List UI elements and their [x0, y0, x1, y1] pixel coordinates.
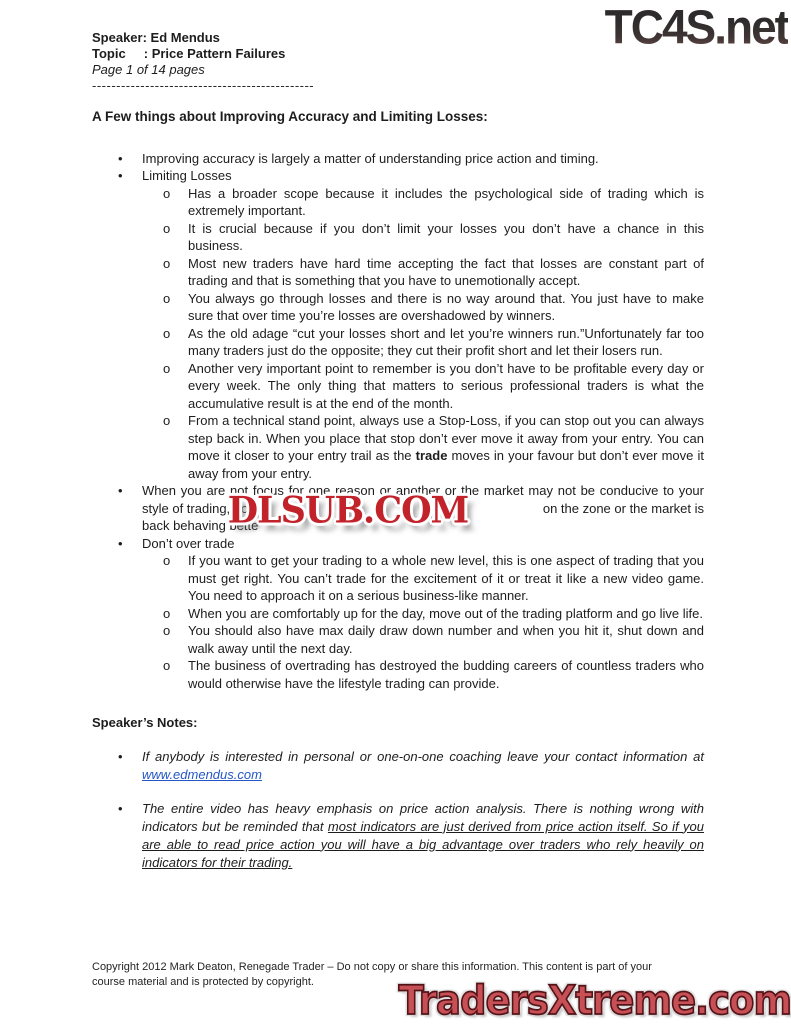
- text-segment: style of trading, don: [142, 500, 256, 516]
- list-item: [92, 325, 704, 360]
- text-segment: moves in your favour but don’t ever move it away from your entry.: [188, 448, 704, 481]
- circle-bullet-icon: o: [163, 360, 171, 376]
- circle-bullet-icon: o: [163, 553, 171, 568]
- list-item: [92, 535, 704, 553]
- circle-bullet-icon: o: [163, 325, 171, 341]
- dlsub-watermark: DLSUB.COM: [227, 488, 469, 532]
- list-item-text: Has a broader scope because it includes the psychological side of trading which is extremely important.: [188, 185, 704, 218]
- bullet-icon: •: [118, 168, 123, 183]
- list-item-text: Don’t over trade: [142, 535, 235, 551]
- doc-header: [92, 30, 704, 94]
- bullet-icon: •: [118, 150, 123, 166]
- list-item-text: [142, 482, 704, 535]
- list-item-text: If you want to get your trading to a whole new level, this is one aspect of trading that you must get right. You can’t trade for the excitement of it or treat it like a new video game. You need to approach it on a serious business-like manner.: [188, 553, 704, 603]
- list-item-text: It is crucial because if you don’t limit your losses you don’t have a chance in this business.: [188, 220, 704, 253]
- list-item: [92, 412, 704, 482]
- list-item-text: You always go through losses and there is no way around that. You just have to make sure that over time you’re losses are overshadowed by winners.: [188, 290, 704, 323]
- list-item: [92, 622, 704, 657]
- list-item: [92, 360, 704, 413]
- list-item-text: Improving accuracy is largely a matter of understanding price action and timing.: [142, 150, 599, 166]
- text-segment: on the zone or the market is: [542, 500, 704, 516]
- list-item: [92, 552, 704, 605]
- speaker-line: Speaker: Ed Mendus: [92, 30, 220, 45]
- speakers-notes-heading: Speaker’s Notes:: [92, 715, 198, 730]
- circle-bullet-icon: o: [163, 290, 171, 306]
- list-item-text: Another very important point to remember is you don’t have to be profitable every day or every week. The only thing that matters to serious professional traders is what the accumulative result is at the end of the month.: [188, 360, 704, 411]
- circle-bullet-icon: o: [163, 623, 171, 638]
- section-title: A Few things about Improving Accuracy and Limiting Losses:: [92, 109, 488, 124]
- bullet-icon: •: [118, 535, 123, 551]
- circle-bullet-icon: o: [163, 185, 171, 201]
- circle-bullet-icon: o: [163, 658, 171, 673]
- list-item: [92, 185, 704, 220]
- note-text: [142, 800, 704, 872]
- divider-dashes: ----------------------------------------------: [92, 78, 315, 93]
- list-item-text: [188, 412, 704, 482]
- text-line: back behaving bette: [142, 518, 259, 533]
- note-item: [92, 748, 704, 784]
- list-item-text: You should also have max daily draw down number and when you hit it, shut down and walk away until the next day.: [188, 623, 704, 656]
- list-item-watermarked: [92, 482, 704, 535]
- document-content: [92, 30, 704, 872]
- list-item: [92, 150, 704, 168]
- text-segment: The entire video has heavy emphasis on price action analysis. There is nothing wrong with indicators but be reminded that: [142, 800, 704, 834]
- bullet-list: [92, 150, 704, 693]
- page-number-line: Page 1 of 14 pages: [92, 62, 205, 77]
- speakers-notes-list: [92, 748, 704, 872]
- circle-bullet-icon: o: [163, 220, 171, 236]
- circle-bullet-icon: o: [163, 255, 171, 271]
- tradersxtreme-logo: TradersXtreme.com: [398, 977, 791, 1024]
- list-item: [92, 167, 704, 185]
- circle-bullet-icon: o: [163, 413, 171, 428]
- text-line: When you are not focus for one reason or another or the market may not be conducive to your: [142, 483, 704, 498]
- text-line-obscured: [142, 500, 704, 518]
- list-item: [92, 255, 704, 290]
- list-item-text: As the old adage “cut your losses short and let you’re winners run.”Unfortunately far too many traders just do the opposite; they cut their profit short and let their losers run.: [188, 325, 704, 358]
- list-item-text: The business of overtrading has destroyed the budding careers of countless traders who would otherwise have the lifestyle trading can provide.: [188, 658, 704, 691]
- bullet-icon: •: [118, 748, 123, 764]
- list-item: [92, 290, 704, 325]
- topic-line: Topic : Price Pattern Failures: [92, 46, 286, 61]
- bullet-icon: •: [118, 800, 123, 816]
- underlined-segment: most indicators are just derived from price action itself. So if you are able to read price action you will have a big advantage over traders who rely heavily on indicators for their trading.: [142, 818, 705, 870]
- bold-word: trade: [415, 448, 448, 463]
- list-item: [92, 605, 704, 623]
- copyright-notice: Copyright 2012 Mark Deaton, Renegade Trader – Do not copy or share this information. This content is part of your course material and is protected by copyright.: [92, 961, 652, 988]
- text-segment: From a technical stand point, always use a Stop-Loss, if you can stop out you can always step back in. When you place that stop don’t ever move it away from your entry. You can move it closer to your entry trail as the: [188, 413, 704, 463]
- list-item: [92, 220, 704, 255]
- list-item-text: Most new traders have hard time accepting the fact that losses are constant part of trading and that is something that you have to unemotionally accept.: [188, 255, 704, 288]
- list-item: [92, 657, 704, 692]
- note-text: [142, 748, 704, 784]
- note-item: [92, 800, 704, 872]
- list-item-text: Limiting Losses: [142, 168, 232, 183]
- bullet-icon: •: [118, 483, 123, 498]
- text-segment: If anybody is interested in personal or one-on-one coaching leave your contact information at: [142, 748, 704, 764]
- list-item-text: When you are comfortably up for the day, move out of the trading platform and go live life.: [188, 605, 703, 621]
- circle-bullet-icon: o: [163, 605, 171, 621]
- tc4s-logo: TC4S.net: [604, 0, 788, 55]
- edmendus-link[interactable]: www.edmendus.com: [142, 766, 262, 782]
